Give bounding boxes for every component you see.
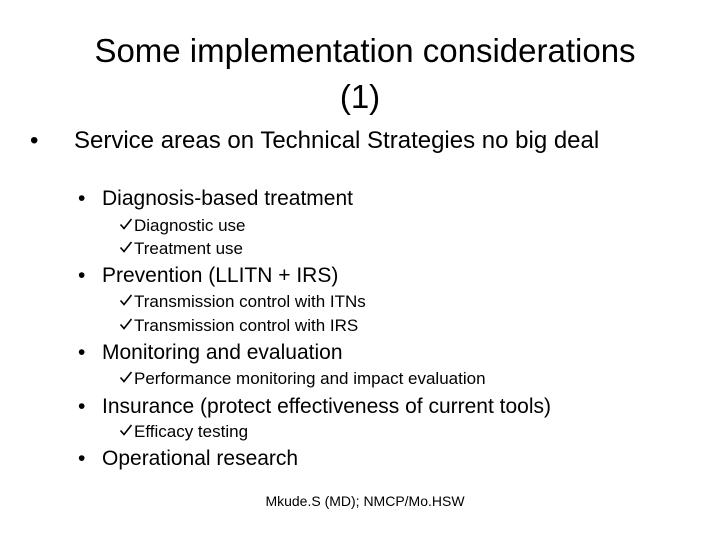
bullet-icon: • [78, 264, 86, 287]
sub-bullet-text: Operational research [102, 447, 299, 470]
main-bullet-text: Service areas on Technical Strategies no big deal [74, 127, 600, 154]
sub-bullet-text: Diagnosis-based treatment [102, 187, 353, 210]
sub-bullet-point [78, 264, 338, 288]
checkmark-icon [119, 370, 133, 384]
check-item-text: Transmission control with ITNs [134, 292, 366, 311]
check-item [119, 239, 243, 259]
checkmark-icon [119, 423, 133, 437]
check-item-text: Efficacy testing [134, 422, 249, 441]
sub-bullet-point [78, 447, 298, 471]
slide-title-line-1: Some implementation considerations [94, 32, 636, 69]
slide-footer: Mkude.S (MD); NMCP/Mo.HSW [265, 493, 465, 509]
check-item [119, 422, 248, 442]
slide-title [0, 28, 720, 120]
check-item-text: Diagnostic use [134, 216, 246, 235]
sub-bullet-point [78, 341, 343, 365]
sub-bullet-point [78, 187, 353, 211]
check-item-text: Treatment use [134, 239, 243, 258]
check-item [119, 369, 486, 389]
check-item [119, 216, 246, 236]
checkmark-icon [119, 217, 133, 231]
main-bullet-point [30, 127, 670, 154]
bullet-icon: • [78, 395, 86, 418]
check-item-text: Performance monitoring and impact evaluation [134, 369, 486, 388]
check-item-text: Transmission control with IRS [134, 316, 359, 335]
bullet-icon: • [78, 447, 86, 470]
sub-bullet-text: Monitoring and evaluation [102, 341, 343, 364]
check-item [119, 292, 366, 312]
checkmark-icon [119, 293, 133, 307]
sub-bullet-point [78, 395, 551, 419]
checkmark-icon [119, 317, 133, 331]
checkmark-icon [119, 240, 133, 254]
bullet-icon: • [78, 341, 86, 364]
sub-bullet-text: Insurance (protect effectiveness of current tools) [102, 395, 551, 418]
slide-title-line-2: (1) [339, 78, 381, 115]
check-item [119, 316, 358, 336]
bullet-icon: • [30, 127, 39, 154]
sub-bullet-text: Prevention (LLITN + IRS) [102, 264, 339, 287]
bullet-icon: • [78, 187, 86, 210]
